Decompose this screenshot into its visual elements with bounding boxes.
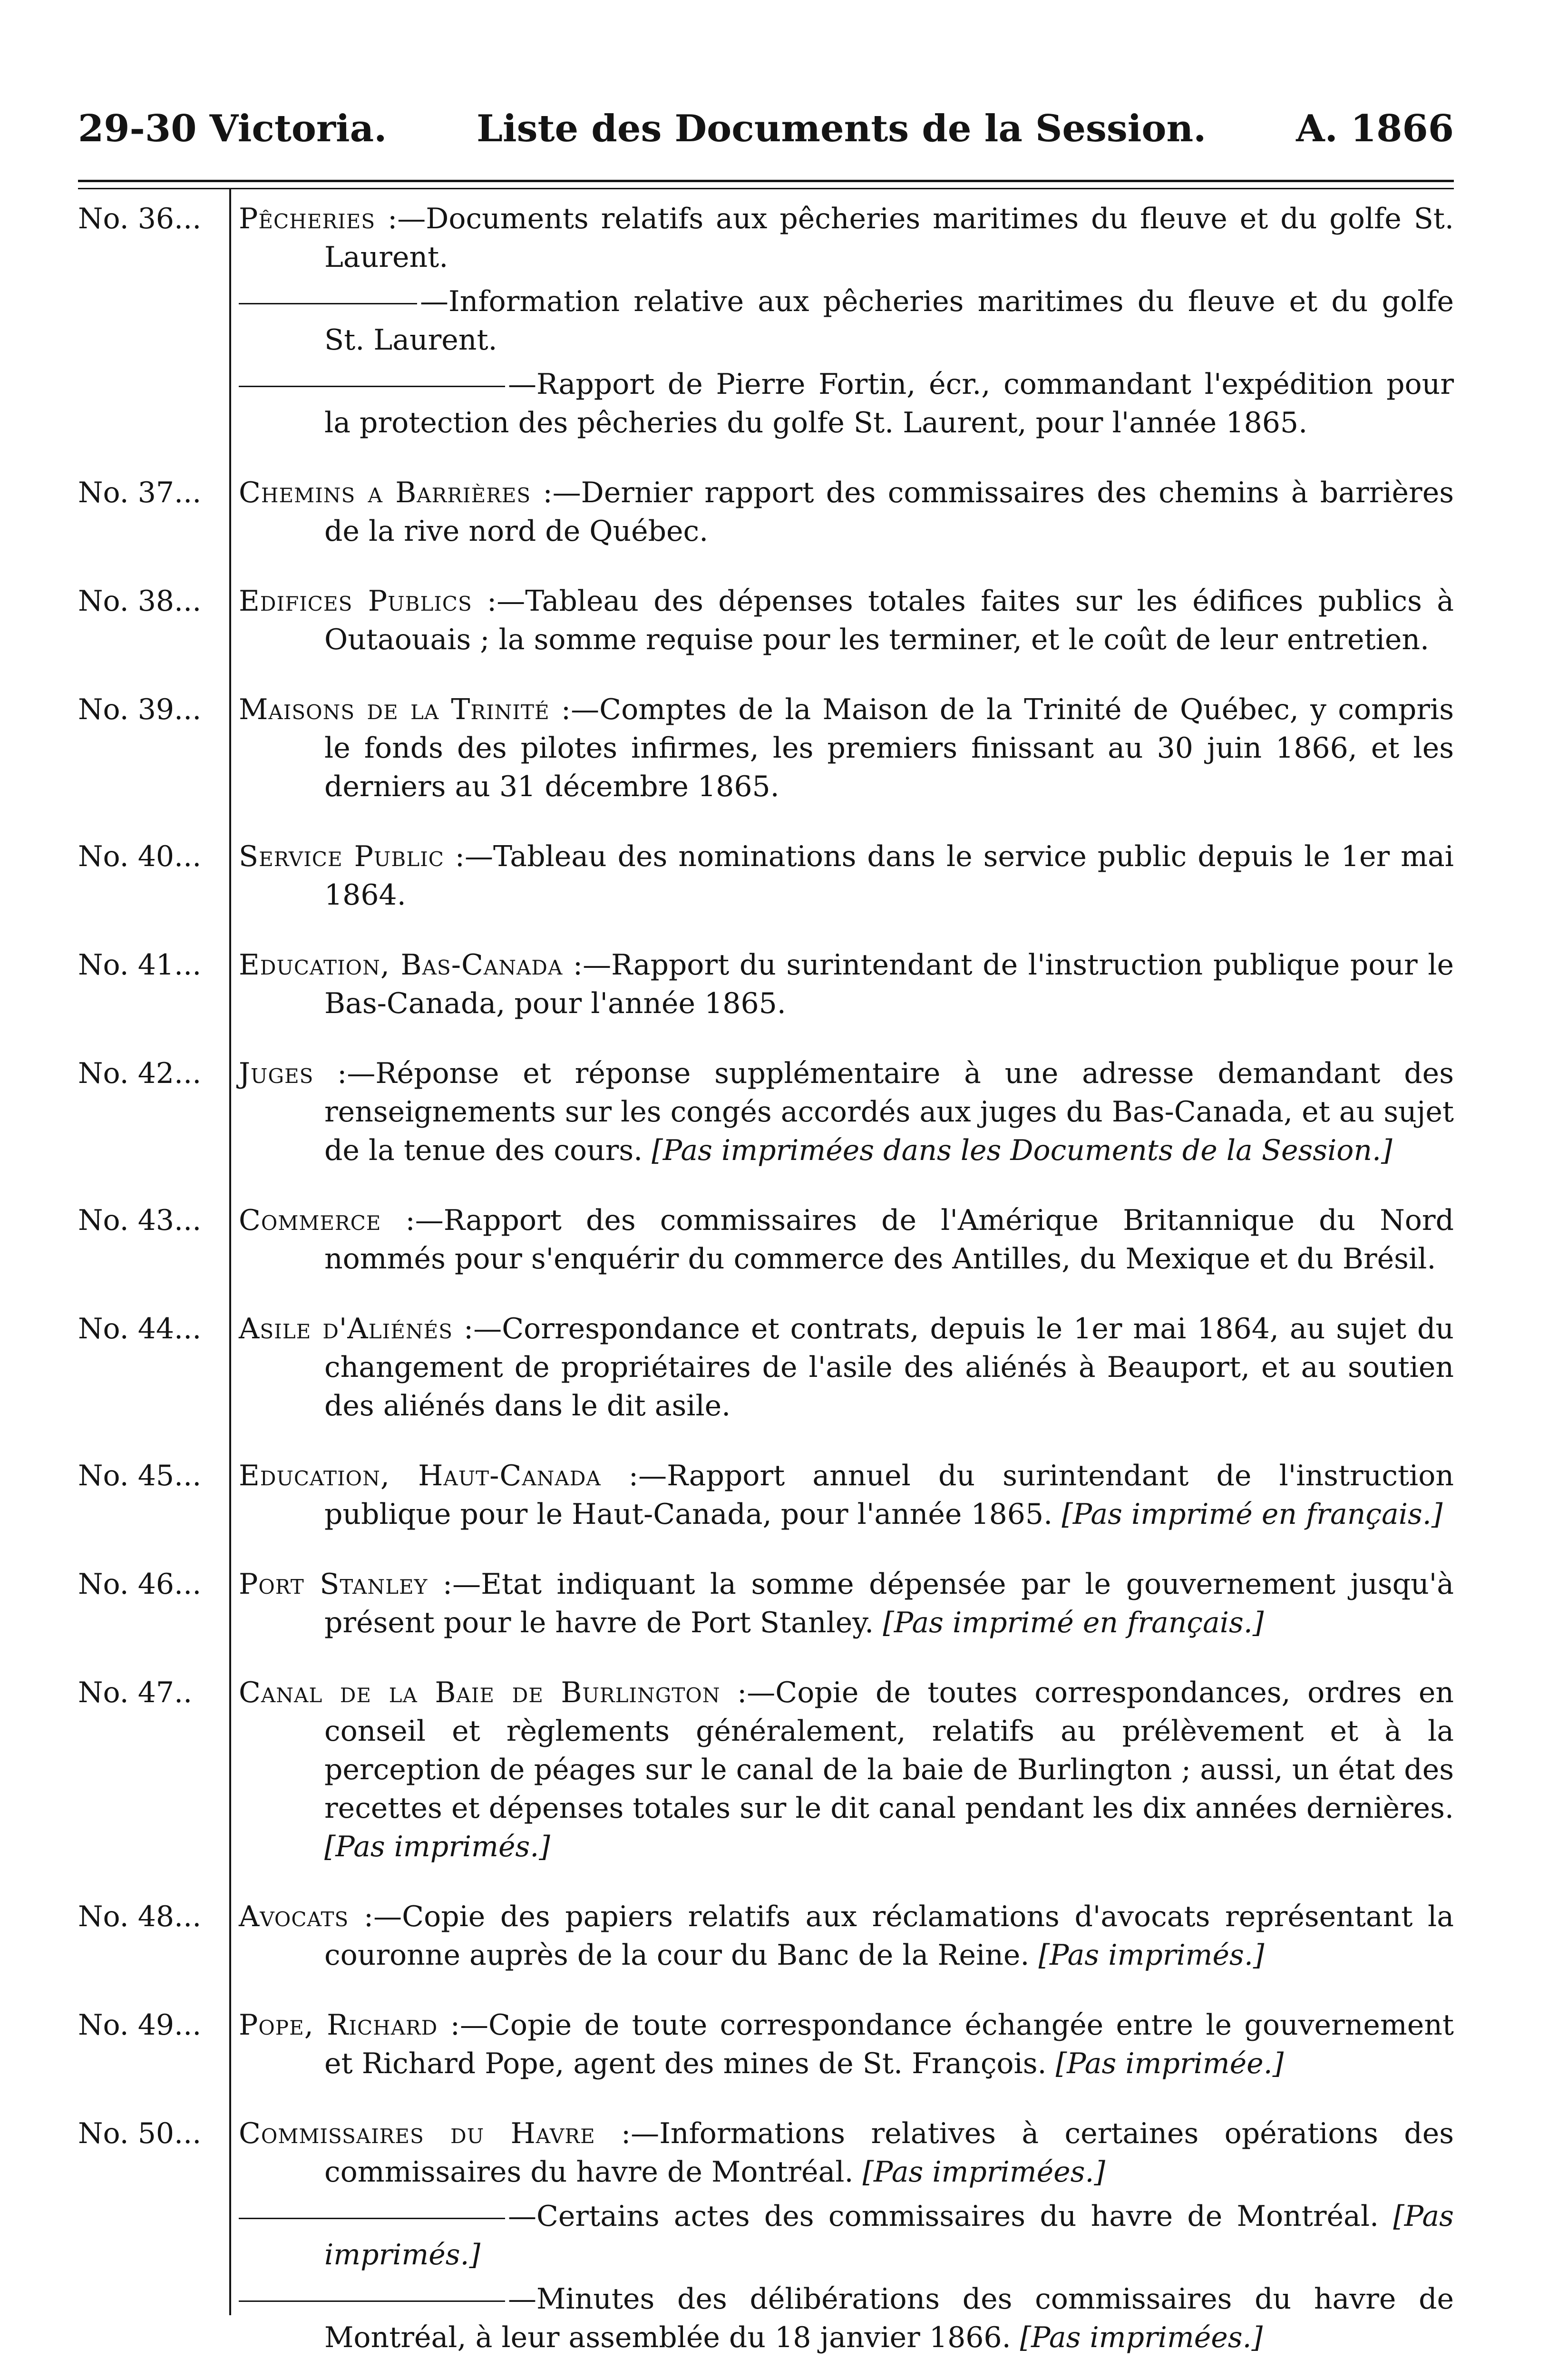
entry-text: Tableau des nominations dans le service public depuis le 1er mai 1864.: [324, 840, 1454, 912]
entry-number: No. 42...: [78, 1057, 202, 1090]
entry-heading: Service Public: [239, 840, 444, 873]
entry-heading: Chemins a Barrières: [239, 476, 531, 509]
entry-heading: Port Stanley: [239, 1568, 428, 1601]
entry-heading: Canal de la Baie de Burlington: [239, 1676, 721, 1709]
entry-number: No. 41...: [78, 948, 202, 982]
entry-number: No. 49...: [78, 2008, 202, 2042]
entry-number: No. 39...: [78, 693, 202, 726]
entry-text: Etat indiquant la somme dépensée par le gouvernement jusqu'à présent pour le havre de Port Stanley.: [324, 1568, 1454, 1639]
entry-number: No. 50...: [78, 2117, 202, 2150]
document-entry: No. 49... Pope, Richard :—Copie de toute correspondance échangée entre le gouvernement et Richard Pope, agent des mines de St. François. [Pas imprimée.]: [78, 2006, 1454, 2083]
entry-heading: Pope, Richard: [239, 2008, 438, 2042]
header-title: Liste des Documents de la Session.: [477, 107, 1207, 150]
entry-note: [Pas imprimé en français.]: [1062, 1498, 1443, 1531]
entry-text: Comptes de la Maison de la Trinité de Québec, y compris le fonds des pilotes infirmes, les premiers finissant au 30 juin 1866, et les derniers au 31 décembre 1865.: [324, 693, 1454, 803]
entry-number: No. 37...: [78, 476, 202, 509]
entry-heading: Commerce: [239, 1204, 381, 1237]
document-entry: No. 46... Port Stanley :—Etat indiquant la somme dépensée par le gouvernement jusqu'à présent pour le havre de Port Stanley. [Pas imprimé en français.]: [78, 1565, 1454, 1642]
header-year: A. 1866: [1296, 107, 1454, 150]
entry-text: Copie de toutes correspondances, ordres en conseil et règlements généralement, relatifs au prélèvement et à la perception de péages sur le canal de la baie de Burlington ; aussi, un état des recettes et dépenses totales sur le dit canal pendant les dix années dernières.: [324, 1676, 1454, 1825]
entry-heading: Avocats: [239, 1900, 349, 1933]
entry-note: [Pas imprimés.]: [324, 2200, 1454, 2271]
entry-number: No. 46...: [78, 1568, 202, 1601]
entry-text: Réponse et réponse supplémentaire à une adresse demandant des renseignements sur les congés accordés aux juges du Bas-Canada, et au sujet de la tenue des cours.: [324, 1057, 1454, 1167]
entry-number: No. 44...: [78, 1312, 202, 1345]
document-entry: No. 39... Maisons de la Trinité :—Comptes de la Maison de la Trinité de Québec, y compris le fonds des pilotes infirmes, les premiers finissant au 30 juin 1866, et les derniers au 31 décembre 1865.: [78, 691, 1454, 806]
entry-note: [Pas imprimée.]: [1055, 2047, 1284, 2080]
entry-note: [Pas imprimés.]: [324, 1830, 550, 1863]
entry-text: Rapport des commissaires de l'Amérique Britannique du Nord nommés pour s'enquérir du commerce des Antilles, du Mexique et du Brésil.: [324, 1204, 1454, 1276]
document-entry: No. 38... Edifices Publics :—Tableau des dépenses totales faites sur les édifices publics à Outaouais ; la somme requise pour les terminer, et le coût de leur entretien.: [78, 582, 1454, 659]
entry-number: No. 45...: [78, 1459, 202, 1492]
entry-heading: Education, Bas-Canada: [239, 948, 563, 982]
entry-text: Copie des papiers relatifs aux réclamations d'avocats représentant la couronne auprès de la cour du Banc de la Reine.: [324, 1900, 1454, 1972]
document-list: [78, 200, 1454, 2378]
document-entry: No. 37... Chemins a Barrières :—Dernier rapport des commissaires des chemins à barrières de la rive nord de Québec.: [78, 474, 1454, 551]
entry-text: Correspondance et contrats, depuis le 1er mai 1864, au sujet du changement de propriétaires de l'asile des aliénés à Beauport, et au soutien des aliénés dans le dit asile.: [324, 1312, 1454, 1423]
document-entry: No. 41... Education, Bas-Canada :—Rapport du surintendant de l'instruction publique pour le Bas-Canada, pour l'année 1865.: [78, 946, 1454, 1023]
entry-heading: Juges: [239, 1057, 314, 1090]
entry-note: [Pas imprimées.]: [1020, 2321, 1263, 2354]
document-entry: No. 48... Avocats :—Copie des papiers relatifs aux réclamations d'avocats représentant la couronne auprès de la cour du Banc de la Reine. [Pas imprimés.]: [78, 1898, 1454, 1975]
entry-heading: Commissaires du Havre: [239, 2117, 595, 2150]
entry-note: [Pas imprimés.]: [1038, 1939, 1265, 1972]
document-entry: No. 47.. Canal de la Baie de Burlington :—Copie de toutes correspondances, ordres en conseil et règlements généralement, relatifs au prélèvement et à la perception de péages sur le canal de la baie de Burlington ; aussi, un état des recettes et dépenses totales sur le dit canal pendant les dix années dernières. [Pas imprimés.]: [78, 1674, 1454, 1866]
document-entry: No. 36... Pêcheries :—Documents relatifs aux pêcheries maritimes du fleuve et du golfe St. Laurent. —Information relative aux pêcheries maritimes du fleuve et du golfe St. Laurent. —Rapport de Pierre Fortin, écr., commandant l'expédition pour la protection des pêcheries du golfe St. Laurent, pour l'année 1865.: [78, 200, 1454, 442]
document-entry: No. 40... Service Public :—Tableau des nominations dans le service public depuis le 1er mai 1864.: [78, 838, 1454, 915]
entry-text: Certains actes des commissaires du havre de Montréal.: [536, 2200, 1379, 2233]
header-volume: 29-30 Victoria.: [78, 107, 387, 150]
entry-number: No. 38...: [78, 585, 202, 618]
document-entry: No. 45... Education, Haut-Canada :—Rapport annuel du surintendant de l'instruction publique pour le Haut-Canada, pour l'année 1865. [Pas imprimé en français.]: [78, 1457, 1454, 1534]
document-entry: No. 50... Commissaires du Havre :—Informations relatives à certaines opérations des commissaires du havre de Montréal. [Pas imprimées.] —Certains actes des commissaires du havre de Montréal. [Pas imprimés.] —Minutes des délibérations des commissaires du havre de Montréal, à leur assemblée du 18 janvier 1866. [Pas imprimées.]: [78, 2115, 1454, 2357]
entry-text: Informations relatives à certaines opérations des commissaires du havre de Montréal.: [324, 2117, 1454, 2189]
entry-note: [Pas imprimé en français.]: [883, 1606, 1264, 1639]
entry-text: Rapport de Pierre Fortin, écr., commandant l'expédition pour la protection des pêcheries du golfe St. Laurent, pour l'année 1865.: [324, 368, 1454, 439]
document-entry: No. 44... Asile d'Aliénés :—Correspondance et contrats, depuis le 1er mai 1864, au sujet du changement de propriétaires de l'asile des aliénés à Beauport, et au soutien des aliénés dans le dit asile.: [78, 1310, 1454, 1425]
entry-heading: Asile d'Aliénés: [239, 1312, 453, 1345]
entry-text: Minutes des délibérations des commissaires du havre de Montréal, à leur assemblée du 18 janvier 1866.: [324, 2282, 1454, 2354]
document-entry: No. 43... Commerce :—Rapport des commissaires de l'Amérique Britannique du Nord nommés pour s'enquérir du commerce des Antilles, du Mexique et du Brésil.: [78, 1201, 1454, 1278]
entry-number: No. 40...: [78, 840, 202, 873]
entry-text: Rapport annuel du surintendant de l'instruction publique pour le Haut-Canada, pour l'année 1865.: [324, 1459, 1454, 1531]
entry-text: Rapport du surintendant de l'instruction publique pour le Bas-Canada, pour l'année 1865.: [324, 948, 1454, 1020]
entry-heading: Maisons de la Trinité: [239, 693, 550, 726]
entry-heading: Education, Haut-Canada: [239, 1459, 601, 1492]
entry-number: No. 43...: [78, 1204, 202, 1237]
entry-heading: Pêcheries: [239, 202, 376, 235]
entry-text: Information relative aux pêcheries maritimes du fleuve et du golfe St. Laurent.: [324, 285, 1454, 357]
entry-text: Dernier rapport des commissaires des chemins à barrières de la rive nord de Québec.: [324, 476, 1454, 548]
entry-note: [Pas imprimées dans les Documents de la Session.]: [652, 1134, 1393, 1167]
document-entry: No. 42... Juges :—Réponse et réponse supplémentaire à une adresse demandant des renseignements sur les congés accordés aux juges du Bas-Canada, et au sujet de la tenue des cours. [Pas imprimées dans les Documents de la Session.]: [78, 1054, 1454, 1170]
entry-text: Documents relatifs aux pêcheries maritimes du fleuve et du golfe St. Laurent.: [324, 202, 1454, 274]
entry-number: No. 47..: [78, 1676, 193, 1709]
entry-text: Copie de toute correspondance échangée entre le gouvernement et Richard Pope, agent des mines de St. François.: [324, 2008, 1454, 2080]
page-header: [78, 93, 1454, 150]
entry-note: [Pas imprimées.]: [862, 2155, 1105, 2189]
entry-heading: Edifices Publics: [239, 585, 472, 618]
entry-number: No. 36...: [78, 202, 202, 235]
entry-text: Tableau des dépenses totales faites sur les édifices publics à Outaouais ; la somme requise pour les terminer, et le coût de leur entretien.: [324, 585, 1454, 656]
entry-number: No. 48...: [78, 1900, 202, 1933]
header-rule: [78, 180, 1454, 189]
